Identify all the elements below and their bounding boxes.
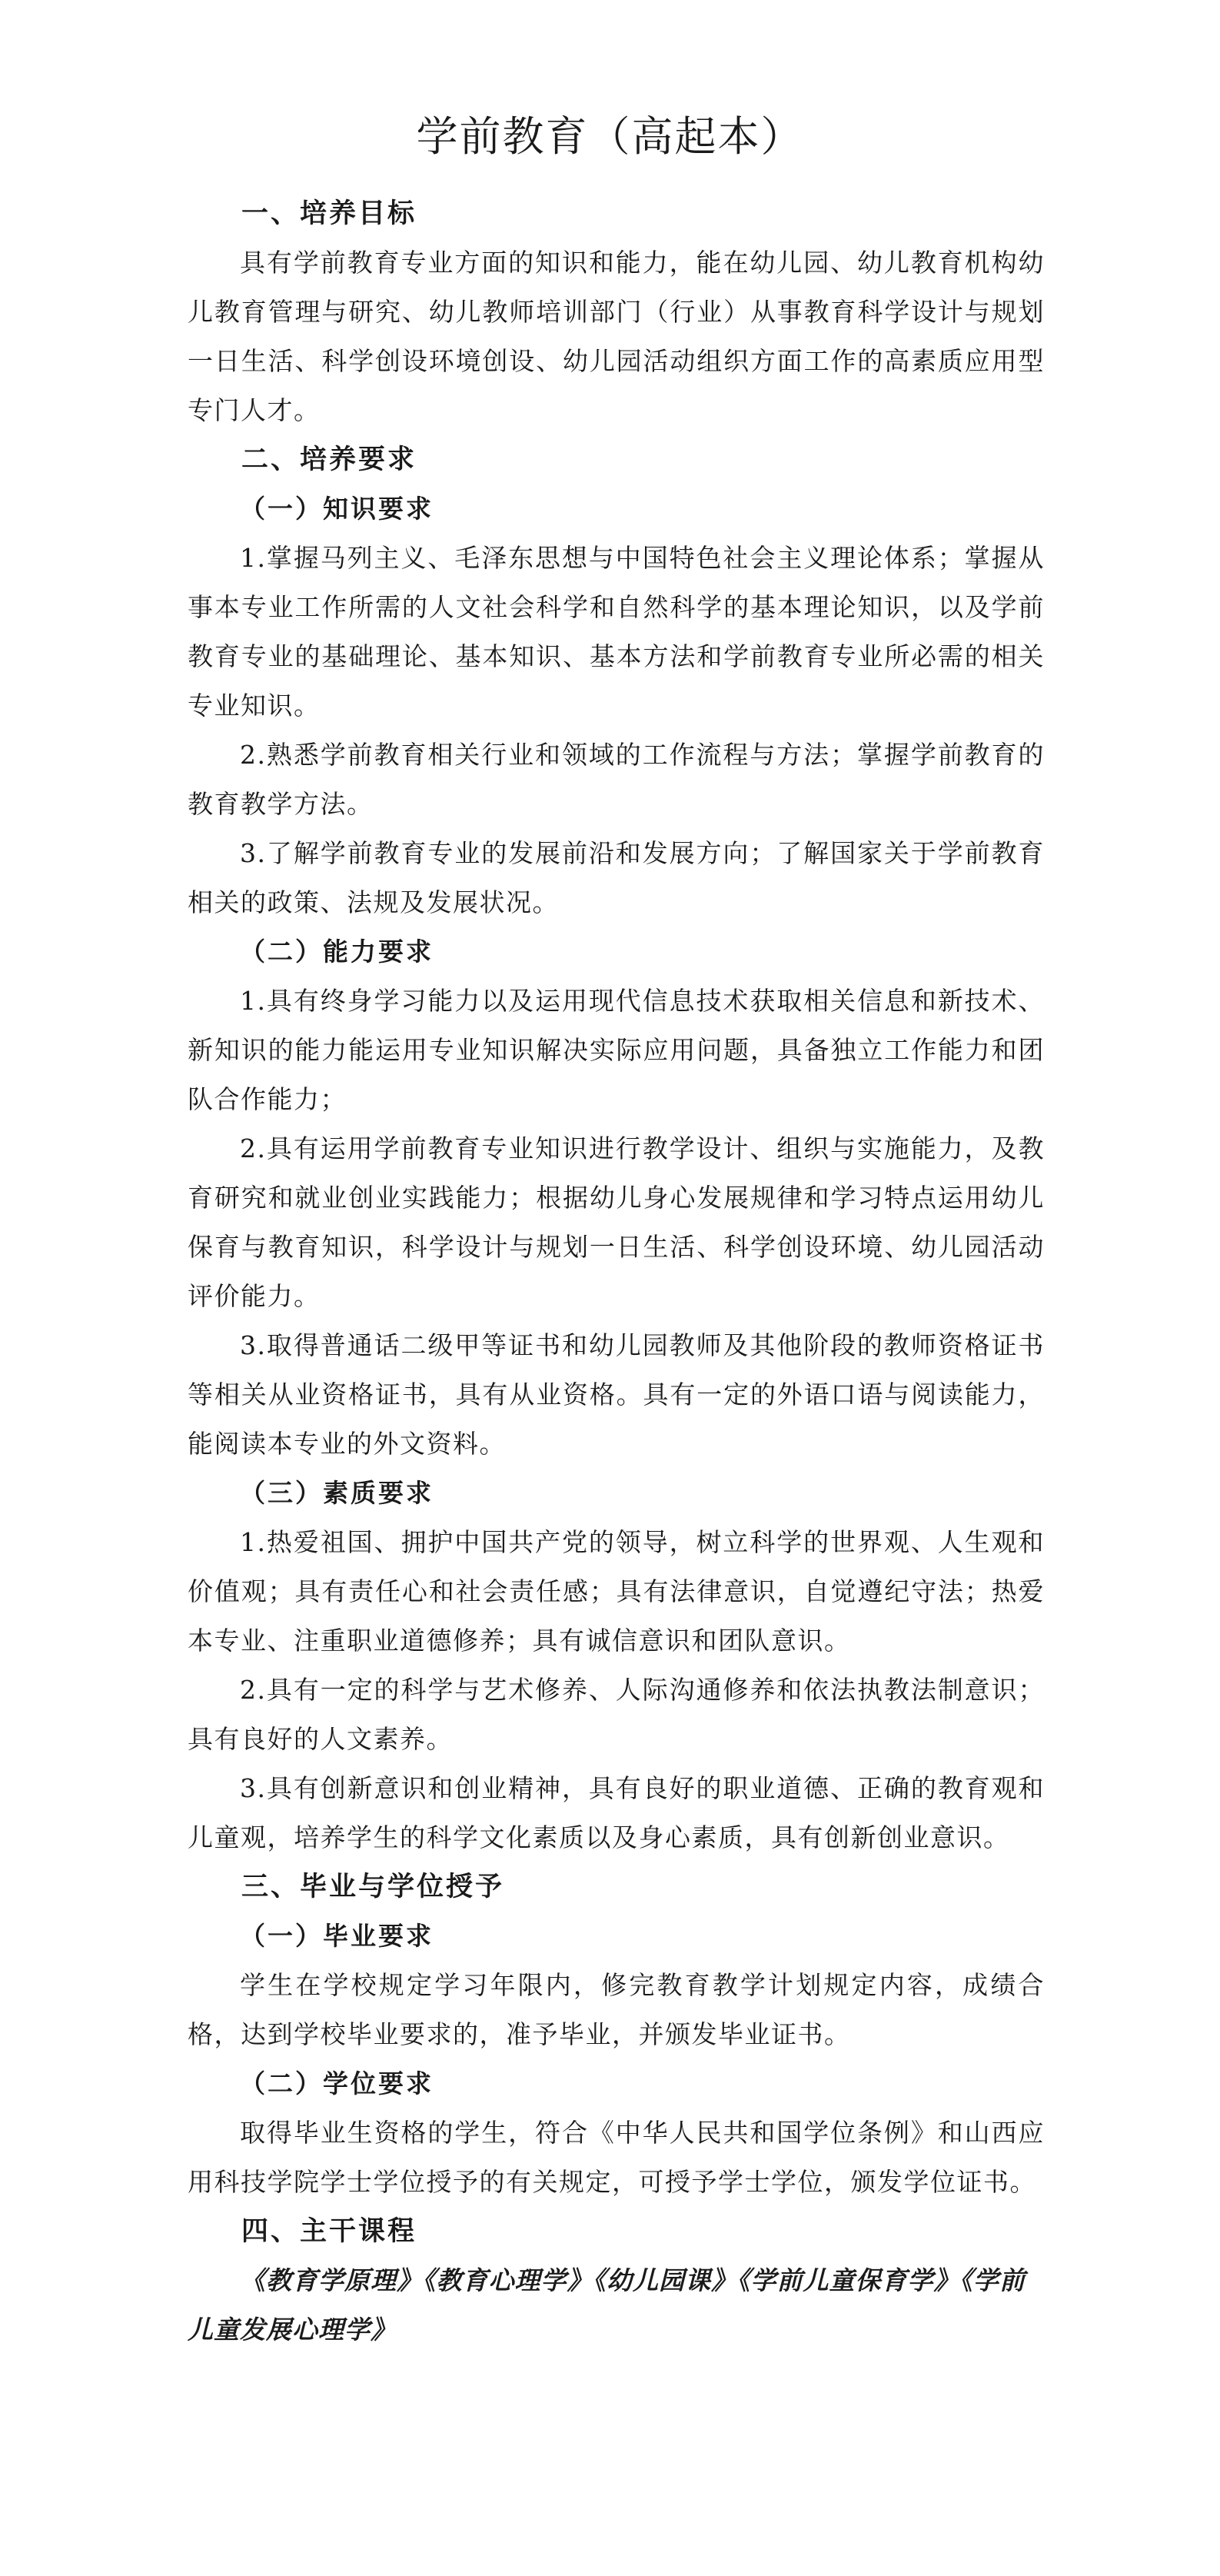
list-item: 2.具有运用学前教育专业知识进行教学设计、组织与实施能力，及教育研究和就业创业实践能力；根据幼儿身心发展规律和学习特点运用幼儿保育与教育知识，科学设计与规划一日生活、科学创设环境、幼儿园活动评价能力。: [188, 1133, 1045, 1311]
list-item: 3.取得普通话二级甲等证书和幼儿园教师及其他阶段的教师资格证书等相关从业资格证书，具有从业资格。具有一定的外语口语与阅读能力，能阅读本专业的外文资料。: [188, 1330, 1045, 1459]
subsection-heading: （三）素质要求: [240, 1478, 434, 1508]
subsection-degree: [188, 2059, 1045, 2207]
section-training-requirements: [188, 435, 1045, 1862]
section-graduation-degree: [188, 1862, 1045, 2207]
subsection-ability: [188, 927, 1045, 1469]
paragraph: 具有学前教育专业方面的知识和能力，能在幼儿园、幼儿教育机构幼儿教育管理与研究、幼儿教师培训部门（行业）从事教育科学设计与规划一日生活、科学创设环境创设、幼儿园活动组织方面工作的高素质应用型专门人才。: [188, 248, 1045, 425]
subsection-quality: [188, 1469, 1045, 1862]
list-item: 1.具有终身学习能力以及运用现代信息技术获取相关信息和新技术、新知识的能力能运用专业知识解决实际应用问题，具备独立工作能力和团队合作能力；: [188, 986, 1045, 1114]
section-training-goals: [188, 189, 1045, 435]
subsection-heading: （二）能力要求: [240, 937, 434, 967]
subsection-heading: （一）知识要求: [240, 494, 434, 524]
section-heading: 二、培养要求: [241, 444, 417, 475]
section-heading: 三、毕业与学位授予: [241, 1872, 505, 1902]
paragraph: 学生在学校规定学习年限内，修完教育教学计划规定内容，成绩合格，达到学校毕业要求的，准予毕业，并颁发毕业证书。: [188, 1970, 1045, 2049]
list-item: 3.了解学前教育专业的发展前沿和发展方向；了解国家关于学前教育相关的政策、法规及发展状况。: [188, 838, 1045, 917]
subsection-knowledge: [188, 484, 1045, 927]
subsection-heading: （二）学位要求: [240, 2068, 434, 2098]
course-list: 《教育学原理》《教育心理学》《幼儿园课》《学前儿童保育学》《学前儿童发展心理学》: [188, 2265, 1026, 2345]
section-heading: 一、培养目标: [241, 198, 417, 229]
section-core-courses: [188, 2207, 1045, 2355]
subsection-heading: （一）毕业要求: [240, 1921, 434, 1951]
document-title: 学前教育（高起本）: [416, 112, 804, 161]
list-item: 1.热爱祖国、拥护中国共产党的领导，树立科学的世界观、人生观和价值观；具有责任心和社会责任感；具有法律意识，自觉遵纪守法；热爱本专业、注重职业道德修养；具有诚信意识和团队意识。: [188, 1527, 1045, 1656]
list-item: 2.熟悉学前教育相关行业和领域的工作流程与方法；掌握学前教育的教育教学方法。: [188, 740, 1045, 819]
list-item: 2.具有一定的科学与艺术修养、人际沟通修养和依法执教法制意识；具有良好的人文素养。: [188, 1675, 1045, 1754]
paragraph: 取得毕业生资格的学生，符合《中华人民共和国学位条例》和山西应用科技学院学士学位授予的有关规定，可授予学士学位，颁发学位证书。: [188, 2118, 1045, 2197]
section-heading: 四、主干课程: [241, 2216, 417, 2247]
subsection-graduation: [188, 1912, 1045, 2059]
list-item: 3.具有创新意识和创业精神，具有良好的职业道德、正确的教育观和儿童观，培养学生的科学文化素质以及身心素质，具有创新创业意识。: [188, 1773, 1045, 1852]
list-item: 1.掌握马列主义、毛泽东思想与中国特色社会主义理论体系；掌握从事本专业工作所需的人文社会科学和自然科学的基本理论知识，以及学前教育专业的基础理论、基本知识、基本方法和学前教育专业所必需的相关专业知识。: [188, 543, 1045, 721]
document-body: [188, 189, 1045, 2355]
